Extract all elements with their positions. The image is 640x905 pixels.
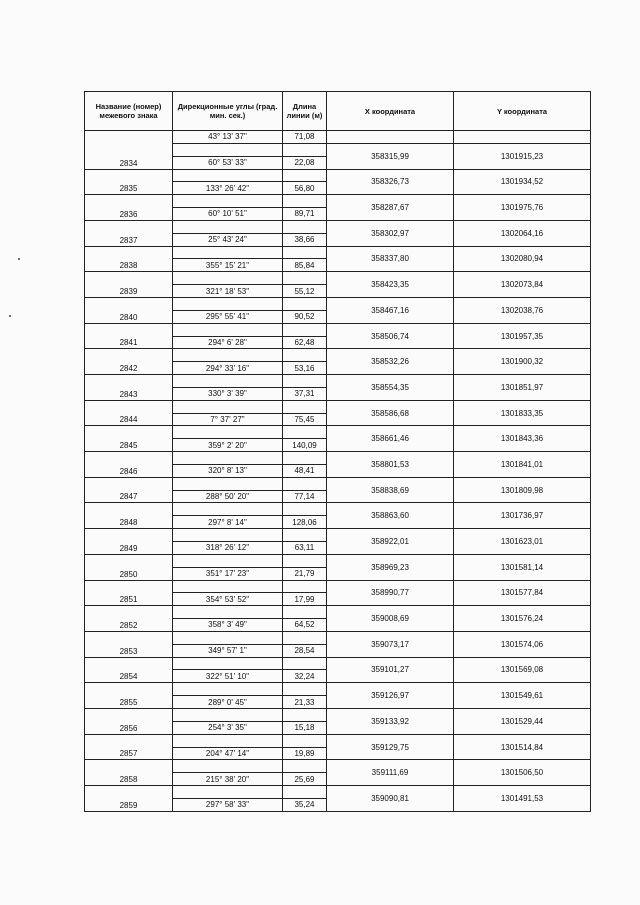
direction-angle-cell — [173, 375, 283, 388]
direction-angle: 359° 2' 20" — [173, 439, 283, 452]
direction-angle: 288° 50' 20" — [173, 490, 283, 503]
point-name: 2840 — [85, 297, 173, 323]
direction-angle-cell — [173, 657, 283, 670]
x-coordinate: 358315,99 — [327, 143, 454, 169]
point-name: 2849 — [85, 529, 173, 555]
direction-angle: 297° 58' 33" — [173, 798, 283, 811]
table-row — [85, 246, 591, 259]
table-row — [85, 195, 591, 208]
direction-angle: 354° 53' 52" — [173, 593, 283, 606]
line-length: 32,24 — [283, 670, 327, 683]
direction-angle: 43° 13' 37" — [173, 131, 283, 144]
y-coordinate-cell — [454, 131, 591, 144]
point-name: 2836 — [85, 195, 173, 221]
line-length-cell — [283, 323, 327, 336]
direction-angle-cell — [173, 297, 283, 310]
table-row — [85, 503, 591, 516]
x-coordinate: 358554,35 — [327, 375, 454, 401]
direction-angle-cell — [173, 631, 283, 644]
line-length-cell — [283, 554, 327, 567]
x-coordinate: 359101,27 — [327, 657, 454, 683]
x-coordinate: 359090,81 — [327, 786, 454, 812]
y-coordinate: 1301975,76 — [454, 195, 591, 221]
direction-angle: 318° 26' 12" — [173, 542, 283, 555]
line-length-cell — [283, 683, 327, 696]
y-coordinate: 1301851,97 — [454, 375, 591, 401]
scan-speck — [9, 315, 11, 317]
direction-angle-cell — [173, 683, 283, 696]
x-coordinate: 359073,17 — [327, 631, 454, 657]
direction-angle-cell — [173, 220, 283, 233]
direction-angle: 60° 53' 33" — [173, 156, 283, 169]
table-row — [85, 734, 591, 747]
line-length: 85,84 — [283, 259, 327, 272]
y-coordinate: 1301957,35 — [454, 323, 591, 349]
point-name: 2858 — [85, 760, 173, 786]
direction-angle-cell — [173, 400, 283, 413]
line-length-cell — [283, 375, 327, 388]
table-row — [85, 426, 591, 439]
line-length-cell — [283, 169, 327, 182]
x-coordinate: 358467,16 — [327, 297, 454, 323]
direction-angle: 351° 17' 23" — [173, 567, 283, 580]
y-coordinate: 1301934,52 — [454, 169, 591, 195]
y-coordinate: 1301514,84 — [454, 734, 591, 760]
table-row — [85, 683, 591, 696]
x-coordinate: 358838,69 — [327, 477, 454, 503]
line-length-cell — [283, 452, 327, 465]
y-coordinate: 1301736,97 — [454, 503, 591, 529]
point-name: 2845 — [85, 426, 173, 452]
direction-angle-cell — [173, 734, 283, 747]
direction-angle: 294° 6' 28" — [173, 336, 283, 349]
line-length: 77,14 — [283, 490, 327, 503]
table-row — [85, 477, 591, 490]
point-name: 2844 — [85, 400, 173, 426]
header-x-coordinate: X координата — [327, 92, 454, 131]
header-angle: Дирекционные углы (град. мин. сек.) — [173, 92, 283, 131]
line-length-cell — [283, 529, 327, 542]
line-length: 128,06 — [283, 516, 327, 529]
direction-angle-cell — [173, 503, 283, 516]
direction-angle-cell — [173, 708, 283, 721]
x-coordinate: 359133,92 — [327, 708, 454, 734]
line-length: 63,11 — [283, 542, 327, 555]
direction-angle-cell — [173, 760, 283, 773]
point-name: 2853 — [85, 631, 173, 657]
x-coordinate: 358287,67 — [327, 195, 454, 221]
direction-angle: 254° 3' 35" — [173, 721, 283, 734]
direction-angle: 321° 18' 53" — [173, 285, 283, 298]
y-coordinate: 1301581,14 — [454, 554, 591, 580]
line-length: 21,33 — [283, 696, 327, 709]
line-length-cell — [283, 631, 327, 644]
y-coordinate: 1301549,61 — [454, 683, 591, 709]
x-coordinate-cell — [327, 131, 454, 144]
table-row — [85, 349, 591, 362]
line-length: 48,41 — [283, 464, 327, 477]
direction-angle-cell — [173, 606, 283, 619]
direction-angle: 7° 37' 27" — [173, 413, 283, 426]
y-coordinate: 1301900,32 — [454, 349, 591, 375]
direction-angle-cell — [173, 426, 283, 439]
line-length: 22,08 — [283, 156, 327, 169]
direction-angle-cell — [173, 786, 283, 799]
direction-angle-cell — [173, 272, 283, 285]
point-name: 2841 — [85, 323, 173, 349]
line-length-cell — [283, 708, 327, 721]
y-coordinate: 1301506,50 — [454, 760, 591, 786]
table-row — [85, 657, 591, 670]
table-row — [85, 220, 591, 233]
line-length-cell — [283, 657, 327, 670]
y-coordinate: 1301577,84 — [454, 580, 591, 606]
line-length-cell — [283, 580, 327, 593]
line-length-cell — [283, 349, 327, 362]
line-length: 89,71 — [283, 208, 327, 221]
line-length: 53,16 — [283, 362, 327, 375]
point-name: 2842 — [85, 349, 173, 375]
direction-angle-cell — [173, 452, 283, 465]
line-length-cell — [283, 297, 327, 310]
table-row — [85, 272, 591, 285]
direction-angle: 320° 8' 13" — [173, 464, 283, 477]
direction-angle-cell — [173, 554, 283, 567]
direction-angle: 295° 55' 41" — [173, 310, 283, 323]
y-coordinate: 1302064,16 — [454, 220, 591, 246]
line-length: 35,24 — [283, 798, 327, 811]
direction-angle: 322° 51' 10" — [173, 670, 283, 683]
point-name-cell — [85, 131, 173, 144]
y-coordinate: 1302038,76 — [454, 297, 591, 323]
direction-angle-cell — [173, 477, 283, 490]
line-length-cell — [283, 220, 327, 233]
table-body — [85, 131, 591, 812]
point-name: 2835 — [85, 169, 173, 195]
direction-angle: 289° 0' 45" — [173, 696, 283, 709]
y-coordinate: 1301576,24 — [454, 606, 591, 632]
line-length: 55,12 — [283, 285, 327, 298]
x-coordinate: 359126,97 — [327, 683, 454, 709]
x-coordinate: 358326,73 — [327, 169, 454, 195]
y-coordinate: 1301915,23 — [454, 143, 591, 169]
boundary-coordinates-table — [84, 91, 591, 812]
table-row — [85, 529, 591, 542]
direction-angle: 330° 3' 39" — [173, 387, 283, 400]
table-row — [85, 323, 591, 336]
table-row — [85, 760, 591, 773]
table-row — [85, 297, 591, 310]
direction-angle: 358° 3' 49" — [173, 619, 283, 632]
point-name: 2856 — [85, 708, 173, 734]
coordinates-document — [84, 91, 590, 812]
header-name: Название (номер) межевого знака — [85, 92, 173, 131]
x-coordinate: 358969,23 — [327, 554, 454, 580]
direction-angle-cell — [173, 349, 283, 362]
line-length-cell — [283, 477, 327, 490]
x-coordinate: 358661,46 — [327, 426, 454, 452]
point-name: 2859 — [85, 786, 173, 812]
y-coordinate: 1301833,35 — [454, 400, 591, 426]
x-coordinate: 359008,69 — [327, 606, 454, 632]
point-name: 2850 — [85, 554, 173, 580]
line-length: 37,31 — [283, 387, 327, 400]
line-length-cell — [283, 246, 327, 259]
header-y-coordinate: Y координата — [454, 92, 591, 131]
table-row — [85, 554, 591, 567]
direction-angle-cell — [173, 529, 283, 542]
y-coordinate: 1301809,98 — [454, 477, 591, 503]
line-length-cell — [283, 786, 327, 799]
point-name: 2851 — [85, 580, 173, 606]
y-coordinate: 1301623,01 — [454, 529, 591, 555]
table-row — [85, 375, 591, 388]
point-name: 2846 — [85, 452, 173, 478]
direction-angle: 204° 47' 14" — [173, 747, 283, 760]
line-length: 28,54 — [283, 644, 327, 657]
line-length-cell — [283, 606, 327, 619]
line-length: 17,99 — [283, 593, 327, 606]
direction-angle: 133° 26' 42" — [173, 182, 283, 195]
line-length: 38,66 — [283, 233, 327, 246]
line-length-cell — [283, 503, 327, 516]
point-name: 2852 — [85, 606, 173, 632]
line-length-cell — [283, 734, 327, 747]
line-length-cell — [283, 143, 327, 156]
point-name: 2855 — [85, 683, 173, 709]
x-coordinate: 359129,75 — [327, 734, 454, 760]
direction-angle: 25° 43' 24" — [173, 233, 283, 246]
y-coordinate: 1302080,94 — [454, 246, 591, 272]
x-coordinate: 358801,53 — [327, 452, 454, 478]
point-name: 2857 — [85, 734, 173, 760]
point-name: 2839 — [85, 272, 173, 298]
y-coordinate: 1302073,84 — [454, 272, 591, 298]
x-coordinate: 358532,26 — [327, 349, 454, 375]
line-length: 25,69 — [283, 773, 327, 786]
table-row — [85, 708, 591, 721]
x-coordinate: 358506,74 — [327, 323, 454, 349]
direction-angle: 60° 10' 51" — [173, 208, 283, 221]
x-coordinate: 358423,35 — [327, 272, 454, 298]
x-coordinate: 358586,68 — [327, 400, 454, 426]
x-coordinate: 358863,60 — [327, 503, 454, 529]
line-length-cell — [283, 400, 327, 413]
point-name: 2848 — [85, 503, 173, 529]
direction-angle-cell — [173, 195, 283, 208]
table-row — [85, 400, 591, 413]
line-length: 140,09 — [283, 439, 327, 452]
line-length: 90,52 — [283, 310, 327, 323]
direction-angle-cell — [173, 169, 283, 182]
y-coordinate: 1301529,44 — [454, 708, 591, 734]
line-length-cell — [283, 195, 327, 208]
scan-speck — [18, 258, 20, 260]
table-row — [85, 131, 591, 144]
direction-angle: 355° 15' 21" — [173, 259, 283, 272]
table-row — [85, 786, 591, 799]
direction-angle-cell — [173, 323, 283, 336]
header-length: Длина линии (м) — [283, 92, 327, 131]
line-length: 75,45 — [283, 413, 327, 426]
point-name: 2837 — [85, 220, 173, 246]
line-length: 15,18 — [283, 721, 327, 734]
line-length-cell — [283, 426, 327, 439]
y-coordinate: 1301843,36 — [454, 426, 591, 452]
x-coordinate: 359111,69 — [327, 760, 454, 786]
line-length-cell — [283, 272, 327, 285]
table-row — [85, 631, 591, 644]
point-name: 2843 — [85, 375, 173, 401]
y-coordinate: 1301841,01 — [454, 452, 591, 478]
line-length-cell — [283, 760, 327, 773]
direction-angle: 349° 57' 1" — [173, 644, 283, 657]
point-name: 2834 — [85, 143, 173, 169]
x-coordinate: 358337,80 — [327, 246, 454, 272]
point-name: 2838 — [85, 246, 173, 272]
x-coordinate: 358990,77 — [327, 580, 454, 606]
direction-angle: 297° 8' 14" — [173, 516, 283, 529]
line-length: 21,79 — [283, 567, 327, 580]
line-length: 64,52 — [283, 619, 327, 632]
line-length: 56,80 — [283, 182, 327, 195]
y-coordinate: 1301574,06 — [454, 631, 591, 657]
x-coordinate: 358922,01 — [327, 529, 454, 555]
table-row — [85, 580, 591, 593]
table-row — [85, 606, 591, 619]
point-name: 2854 — [85, 657, 173, 683]
direction-angle: 215° 38' 20" — [173, 773, 283, 786]
direction-angle: 294° 33' 16" — [173, 362, 283, 375]
table-row — [85, 169, 591, 182]
x-coordinate: 358302,97 — [327, 220, 454, 246]
direction-angle-cell — [173, 143, 283, 156]
line-length: 62,48 — [283, 336, 327, 349]
point-name: 2847 — [85, 477, 173, 503]
line-length: 19,89 — [283, 747, 327, 760]
table-header-row — [85, 92, 591, 131]
table-row — [85, 452, 591, 465]
direction-angle-cell — [173, 580, 283, 593]
y-coordinate: 1301569,08 — [454, 657, 591, 683]
line-length: 71,08 — [283, 131, 327, 144]
table-row — [85, 143, 591, 156]
direction-angle-cell — [173, 246, 283, 259]
y-coordinate: 1301491,53 — [454, 786, 591, 812]
